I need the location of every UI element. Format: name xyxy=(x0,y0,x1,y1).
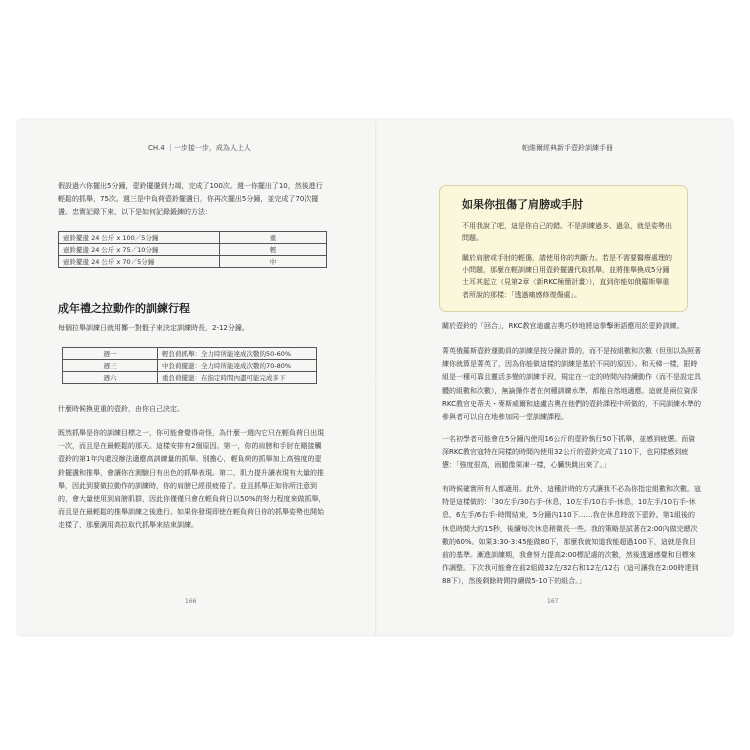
page-number-left: 166 xyxy=(185,598,197,605)
workout-log-table xyxy=(58,231,327,268)
page-number-right: 167 xyxy=(547,598,559,605)
table-row xyxy=(59,256,327,268)
book-spread xyxy=(18,120,732,635)
callout-title: 如果你扭傷了肩膀或手肘 xyxy=(462,198,583,211)
section-intro: 每個拉舉訓練日就用擲一對骰子來決定訓練時長，2-12分鐘。 xyxy=(58,324,249,332)
callout-paragraph: 不用我說了吧，這是你自己的錯。不是訓練過多、過急，就是姿勢出問題。 xyxy=(462,222,672,243)
log-exercise-cell: 壺鈴擺盪 24 公斤 x 70／5分鐘 xyxy=(59,256,220,268)
body-paragraph: 有時候確實所有人都適用。此外，這種計時的方式讓我不必為你指定組數和次數。寇特是這樣做的：「30左手/30右手-休息，10左手/10右手-休息，10左手/10右手-休息，6左手/6右手-時間結束，5分鐘內110下……我在休息時放下壺鈴。第1組後的休息時間大約15秒，後續每次休息稍微長一些。我的策略是試著在2:00內做完總次數的60%。如果3:30-3:45能做80下，那麼我就知道我能超過100下，這就是我目前的基準。漸進訓練期，我會努力提高2:00標記處的次數，然後透過感覺和目標來作調整。下次我可能會在前2組做32左/32右和12左/12右（這可讓我在2:00時達到88下），然後剩餘時間持續做5-10下的組合。」 xyxy=(442,485,701,586)
right-page xyxy=(377,120,732,635)
callout-paragraph: 關於肩膀或手肘的輕傷，請使用你的判斷力。若是不需要醫療處理的小問題，那麼在輕訓練日用壺鈴擺盪代取抓舉，並將推舉換成5分鐘土耳其起立（見第2章〈新RKC極簡計畫〉），直到你能如俄羅斯舉重者所說的那樣：「透過痛感修復傷處」。 xyxy=(462,254,672,299)
schedule-desc-cell: 中負荷擺盪：全力時所能達成次數的70-80% xyxy=(158,360,317,372)
schedule-day-cell: 週一 xyxy=(63,348,158,360)
log-exercise-cell: 壺鈴擺盪 24 公斤 x 75／10分鐘 xyxy=(59,244,220,256)
left-page xyxy=(18,120,375,635)
section-title: 成年禮之拉動作的訓練行程 xyxy=(58,302,190,315)
main-paragraph: 既然抓舉是你的訓練目標之一，你可能會覺得奇怪，為什麼一週內它只在輕負荷日出現一次，而且是在最輕鬆的那天。這樣安排有2個原因。第一，你的肩膀和手肘在剛接觸壺鈴的第1年內還沒辦法適應高訓練量的抓舉。別擔心，輕負荷的抓舉加上高強度的壺鈴擺盪和推舉，會讓你在測驗日有出色的抓舉表現。第二，肌力提升讓表現有大量的推舉，因此到要做拉動作的訓練時，你的肩膀已經很疲倦了。並且抓舉正如你所注意到的，會大量使用到肩膀肌群，因此你僅僅只會在輕負荷日以50%的努力程度來做抓舉，而且是在最輕鬆的推舉訓練之後進行。如果你發現即使在輕負荷日你的抓舉姿勢也開始走樣了，那麼調用高拉取代抓舉來結束訓練。 xyxy=(58,429,326,530)
body-paragraph: 菁英俄羅斯壺鈴運動員的訓練是按分鐘計算的，而不是按組數和次數（但別以為照著練你就算是菁英了，因為你能做這樣的訓練是基於不同的原因）。和天梯一樣，限時組是一種可靠且靈活多變的訓練手段，規定在一定的時間內持續動作（而不是設定具體的組數和次數），無論操作者在何種訓練水準，都能自然地適應。這就是兩位資深RKC教官史蒂夫・麥斯威爾和迪盧吉奧在他們的壺鈴課程中所做的，不同訓練水準的參與者可以自在地參加同一堂訓練課程。 xyxy=(442,347,701,422)
log-level-cell: 輕 xyxy=(220,244,327,256)
sidebar-callout-box xyxy=(439,185,688,312)
table-row xyxy=(59,244,327,256)
running-head-right: 帕維爾經典新手壺鈴訓練手冊 xyxy=(522,144,613,152)
schedule-desc-cell: 輕負荷抓舉：全力時所能達成次數的50-60% xyxy=(158,348,317,360)
running-head-left: CH.4 ｜一步接一步，成為人上人 xyxy=(148,144,251,152)
schedule-day-cell: 週三 xyxy=(63,360,158,372)
log-level-cell: 重 xyxy=(220,232,327,244)
schedule-desc-cell: 重負荷擺盪：在指定時間內盡可能完成多下 xyxy=(158,372,317,384)
body-paragraph: 關於壺鈴的「回合」，RKC教官迪盧吉奧巧妙地將這拳擊術語應用於壺鈴訓練。 xyxy=(442,322,684,330)
schedule-day-cell: 週六 xyxy=(63,372,158,384)
table-row xyxy=(63,348,317,360)
table-row xyxy=(59,232,327,244)
decide-paragraph: 什麼時候換更重的壺鈴，由你自己決定。 xyxy=(58,405,184,413)
table-row xyxy=(63,360,317,372)
log-exercise-cell: 壺鈴擺盪 24 公斤 x 100／5分鐘 xyxy=(59,232,220,244)
body-paragraph: 一名初學者可能會在5分鐘內使用16公斤的壺鈴執行50下抓舉，並感到疲憊。而資深RKC教官寇特在同樣的時間內使用32公斤的壺鈴完成了110下，也同樣感到疲憊：「強度很高，雨腿像果凍一樣，心臟快跳出來了。」 xyxy=(442,435,696,470)
table-row xyxy=(63,372,317,384)
log-level-cell: 中 xyxy=(220,256,327,268)
intro-paragraph: 假設過六你擺出5分鐘，壺鈴擺盪到力竭，完成了100次。週一你擺出了10，然後進行輕鬆的抓舉，75次。週三是中負荷壺鈴擺盪日，你再次擺出5分鐘，並完成了70次擺盪。忠實記錄下來，以下是如何記錄鍛鍊的方法： xyxy=(58,182,323,217)
training-schedule-table xyxy=(62,347,317,384)
